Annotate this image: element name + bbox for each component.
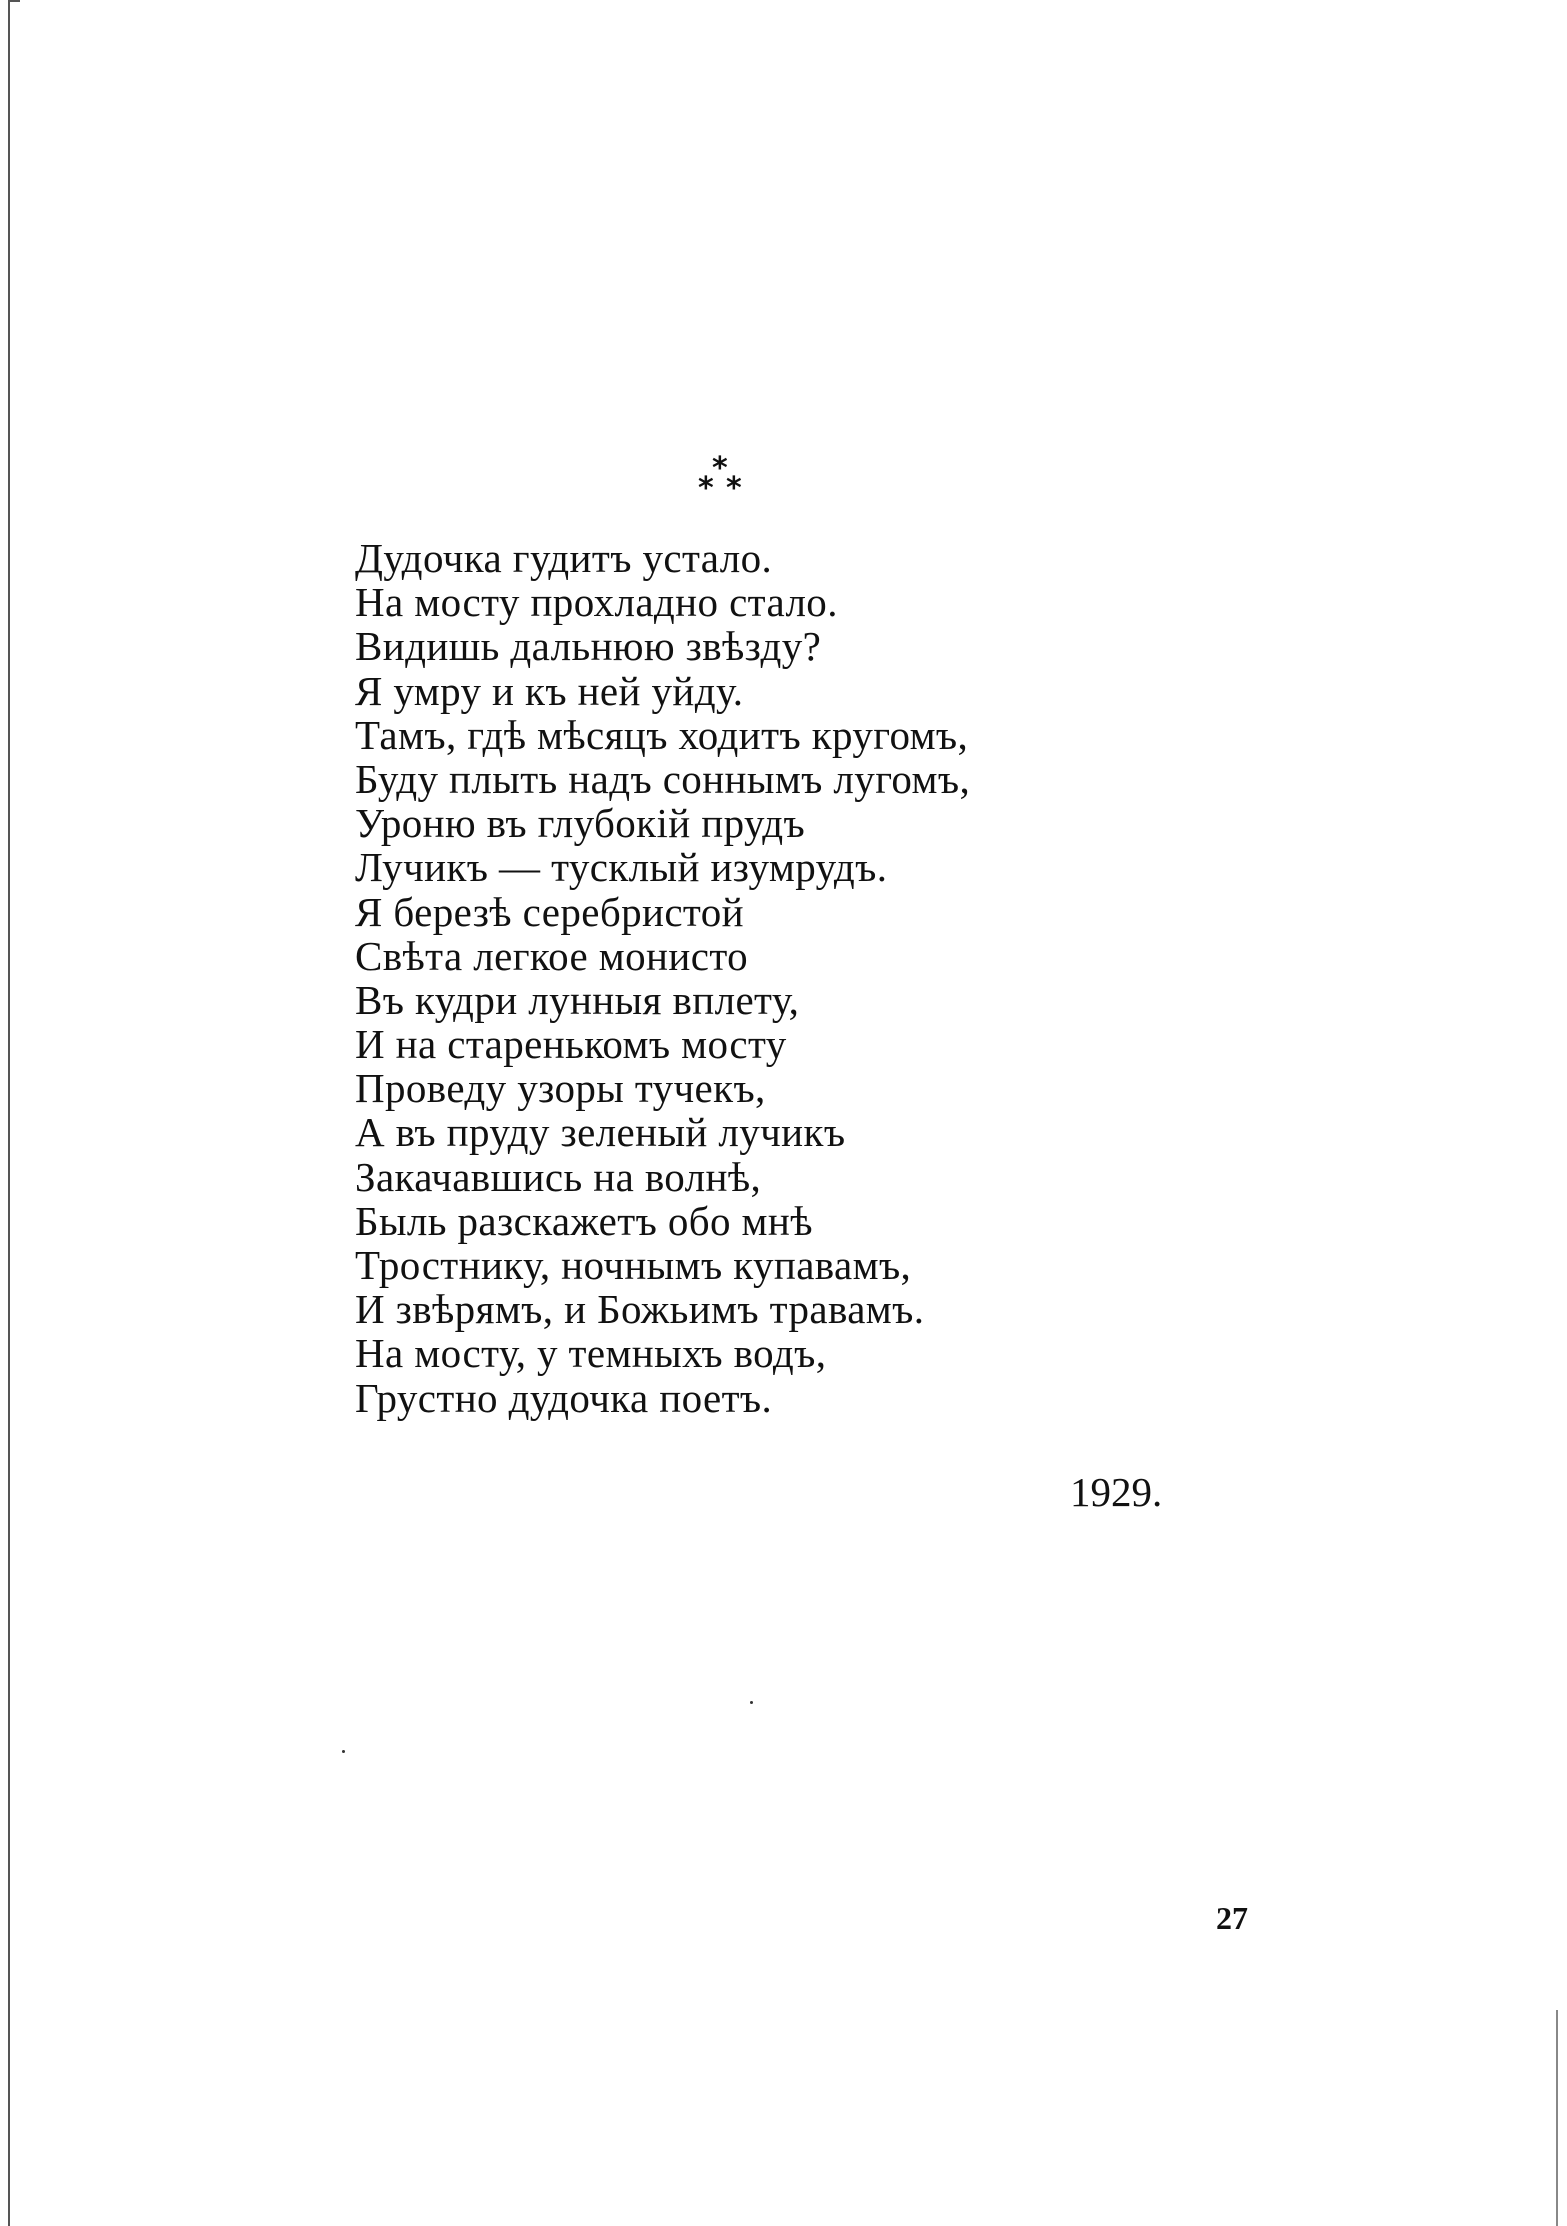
poem-line: Закачавшись на волнѣ, <box>355 1153 762 1200</box>
poem-line: Лучикъ — тусклый изумрудъ. <box>355 844 888 891</box>
poem-line: Уроню въ глубокій прудъ <box>355 800 806 847</box>
poem-line: И звѣрямъ, и Божьимъ травамъ. <box>355 1286 925 1333</box>
poem-line: На мосту, у темныхъ водъ, <box>355 1330 827 1377</box>
poem-line: Тамъ, гдѣ мѣсяцъ ходитъ кругомъ, <box>355 711 969 758</box>
page-right-edge <box>1556 2010 1558 2226</box>
poem-line: Дудочка гудитъ устало. <box>355 535 773 581</box>
poem-line: Свѣта легкое монисто <box>355 932 748 979</box>
poem-line: Я березѣ серебристой <box>355 888 744 935</box>
page-corner-mark <box>8 0 20 2</box>
poem-line: На мосту прохладно стало. <box>355 579 838 626</box>
poem-line: Грустно дудочка поетъ. <box>355 1374 773 1421</box>
print-speck <box>342 1750 345 1753</box>
poem-line: Я умру и къ ней уйду. <box>355 667 744 714</box>
poem-line: Въ кудри лунныя вплету, <box>355 976 800 1023</box>
poem-line: Быль разскажетъ обо мнѣ <box>355 1197 813 1244</box>
poem-text <box>355 536 1355 1420</box>
print-speck <box>750 1701 753 1704</box>
asterism-star: * <box>726 471 742 506</box>
poem-line: Проведу узоры тучекъ, <box>355 1065 766 1112</box>
asterism-star: * <box>712 451 728 486</box>
poem-line: А въ пруду зеленый лучикъ <box>355 1109 846 1156</box>
poem-date: 1929. <box>1070 1469 1163 1515</box>
page-left-edge <box>8 0 10 2226</box>
page-number: 27 <box>1216 1900 1248 1936</box>
asterism-star: * <box>698 471 714 506</box>
poem-line: Тростнику, ночнымъ купавамъ, <box>355 1242 912 1288</box>
poem-line: Буду плыть надъ соннымъ лугомъ, <box>355 755 971 802</box>
asterism-ornament <box>686 446 766 516</box>
poem-line: Видишь дальнюю звѣзду? <box>355 623 822 670</box>
poem-line: И на старенькомъ мосту <box>355 1021 787 1068</box>
